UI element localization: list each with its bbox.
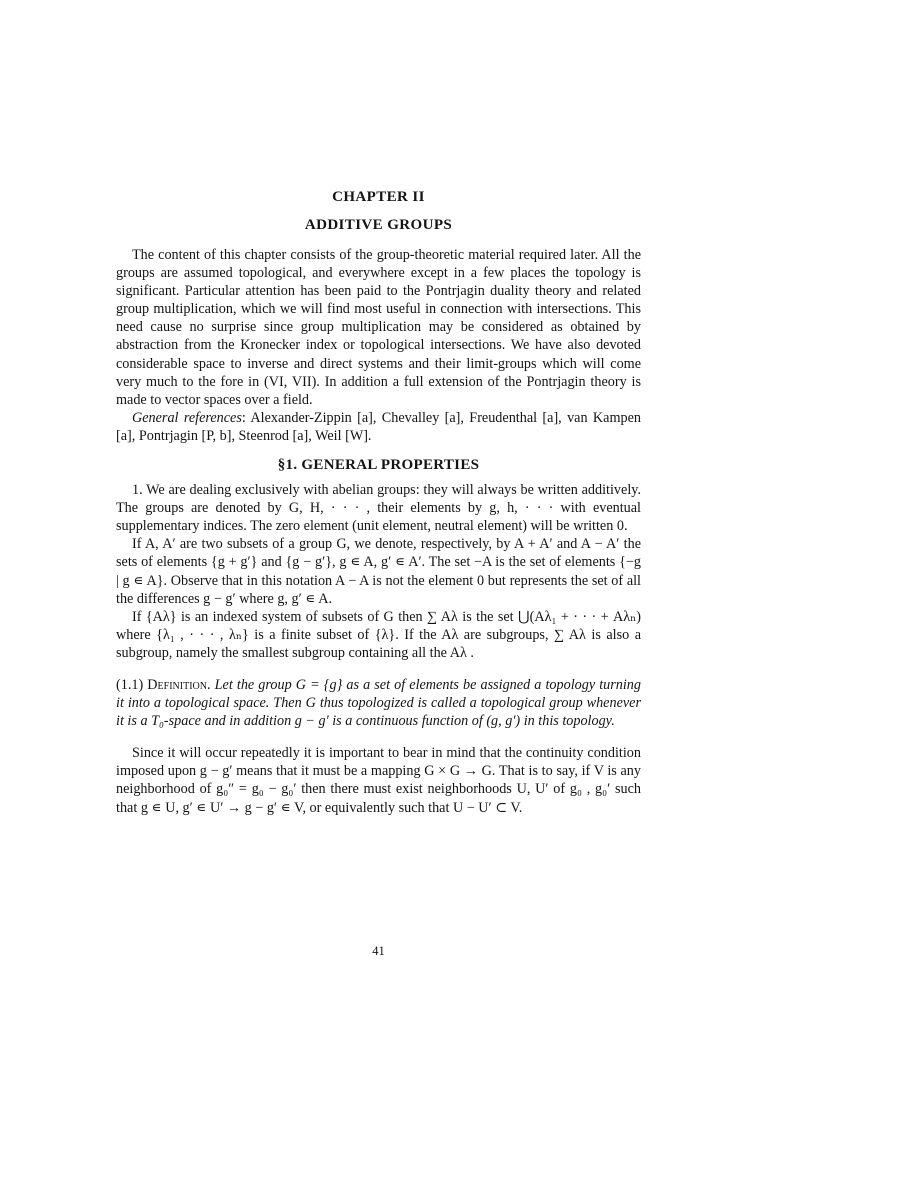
general-references-lead: General references xyxy=(132,409,242,426)
section-paragraph-2: If A, A′ are two subsets of a group G, we denote, respectively, by A + A′ and A − A′ the sets of elements {g + g′} and {g − g′}, g ∊ A, g′ ∊ A′. The set −A is the set of elements {−g | g ∊ A}. Observe that in this notation A − A is not the element 0 but represents the set of all the differences g − g′ where g, g′ ∊ A. xyxy=(116,536,641,607)
definition-label: Definition. xyxy=(147,676,211,693)
intro-paragraph: The content of this chapter consists of the group-theoretic material required later. All the groups are assumed topological, and everywhere except in a few places the topology is significant. Particular attention has been paid to the Pontrjagin duality theory and related group multiplication, which we will find most useful in connection with intersections. This need cause no surprise since group multiplication may be considered as obtained by abstraction from the Kronecker index or topological intersections. We have also devoted considerable space to inverse and direct systems and their limit-groups which will come very much to the fore in (VI, VII). In addition a full extension of the Pontrjagin theory is made to vector spaces over a field. xyxy=(116,247,641,408)
continuity-discussion xyxy=(116,744,641,816)
page-number: 41 xyxy=(372,944,385,958)
general-references-list: : Alexander-Zippin [a], Chevalley [a], Freudenthal [a], van Kampen [a], Pontrjagin [P, b], Steenrod [a], Weil [W]. xyxy=(116,409,641,444)
chapter-label: CHAPTER II xyxy=(332,189,425,205)
definition-1-1 xyxy=(116,676,641,730)
section-body xyxy=(116,481,641,662)
section-paragraph-3: If {Aλ} is an indexed system of subsets of G then ∑ Aλ is the set ⋃(Aλ₁ + · · · + Aλₙ) where {λ₁ , · · · , λₙ} is a finite subset of {λ}. If the Aλ are subgroups, ∑ Aλ is also a subgroup, namely the smallest subgroup containing all the Aλ . xyxy=(116,608,641,661)
general-references xyxy=(116,409,641,445)
section-paragraph-1: 1. We are dealing exclusively with abelian groups: they will always be written additively. The groups are denoted by G, H, · · · , their elements by g, h, · · · with eventual supplementary indices. The zero element (unit element, neutral element) will be written 0. xyxy=(116,482,641,535)
definition-number: (1.1) xyxy=(116,676,144,693)
continuity-paragraph: Since it will occur repeatedly it is important to bear in mind that the continuity condition imposed upon g − g′ means that it must be a mapping G × G → G. That is to say, if V is any neighborhood of g₀″ = g₀ − g₀′ then there must exist neighborhoods U, U′ of g₀ , g₀′ such that g ∊ U, g′ ∊ U′ → g − g′ ∊ V, or equivalently such that U − U′ ⊂ V. xyxy=(116,745,641,816)
definition-text: Let the group G = {g} as a set of elements be assigned a topology turning it into a topological space. Then G thus topologized is called a topological group whenever it is a T₀-space and in addition g − g′ is a continuous function of (g, g′) in this topology. xyxy=(116,676,641,730)
definition-paragraph xyxy=(116,676,641,730)
chapter-introduction xyxy=(116,246,641,445)
book-page xyxy=(116,186,641,958)
chapter-title: ADDITIVE GROUPS xyxy=(304,217,453,233)
section-heading: §1. GENERAL PROPERTIES xyxy=(277,457,480,474)
